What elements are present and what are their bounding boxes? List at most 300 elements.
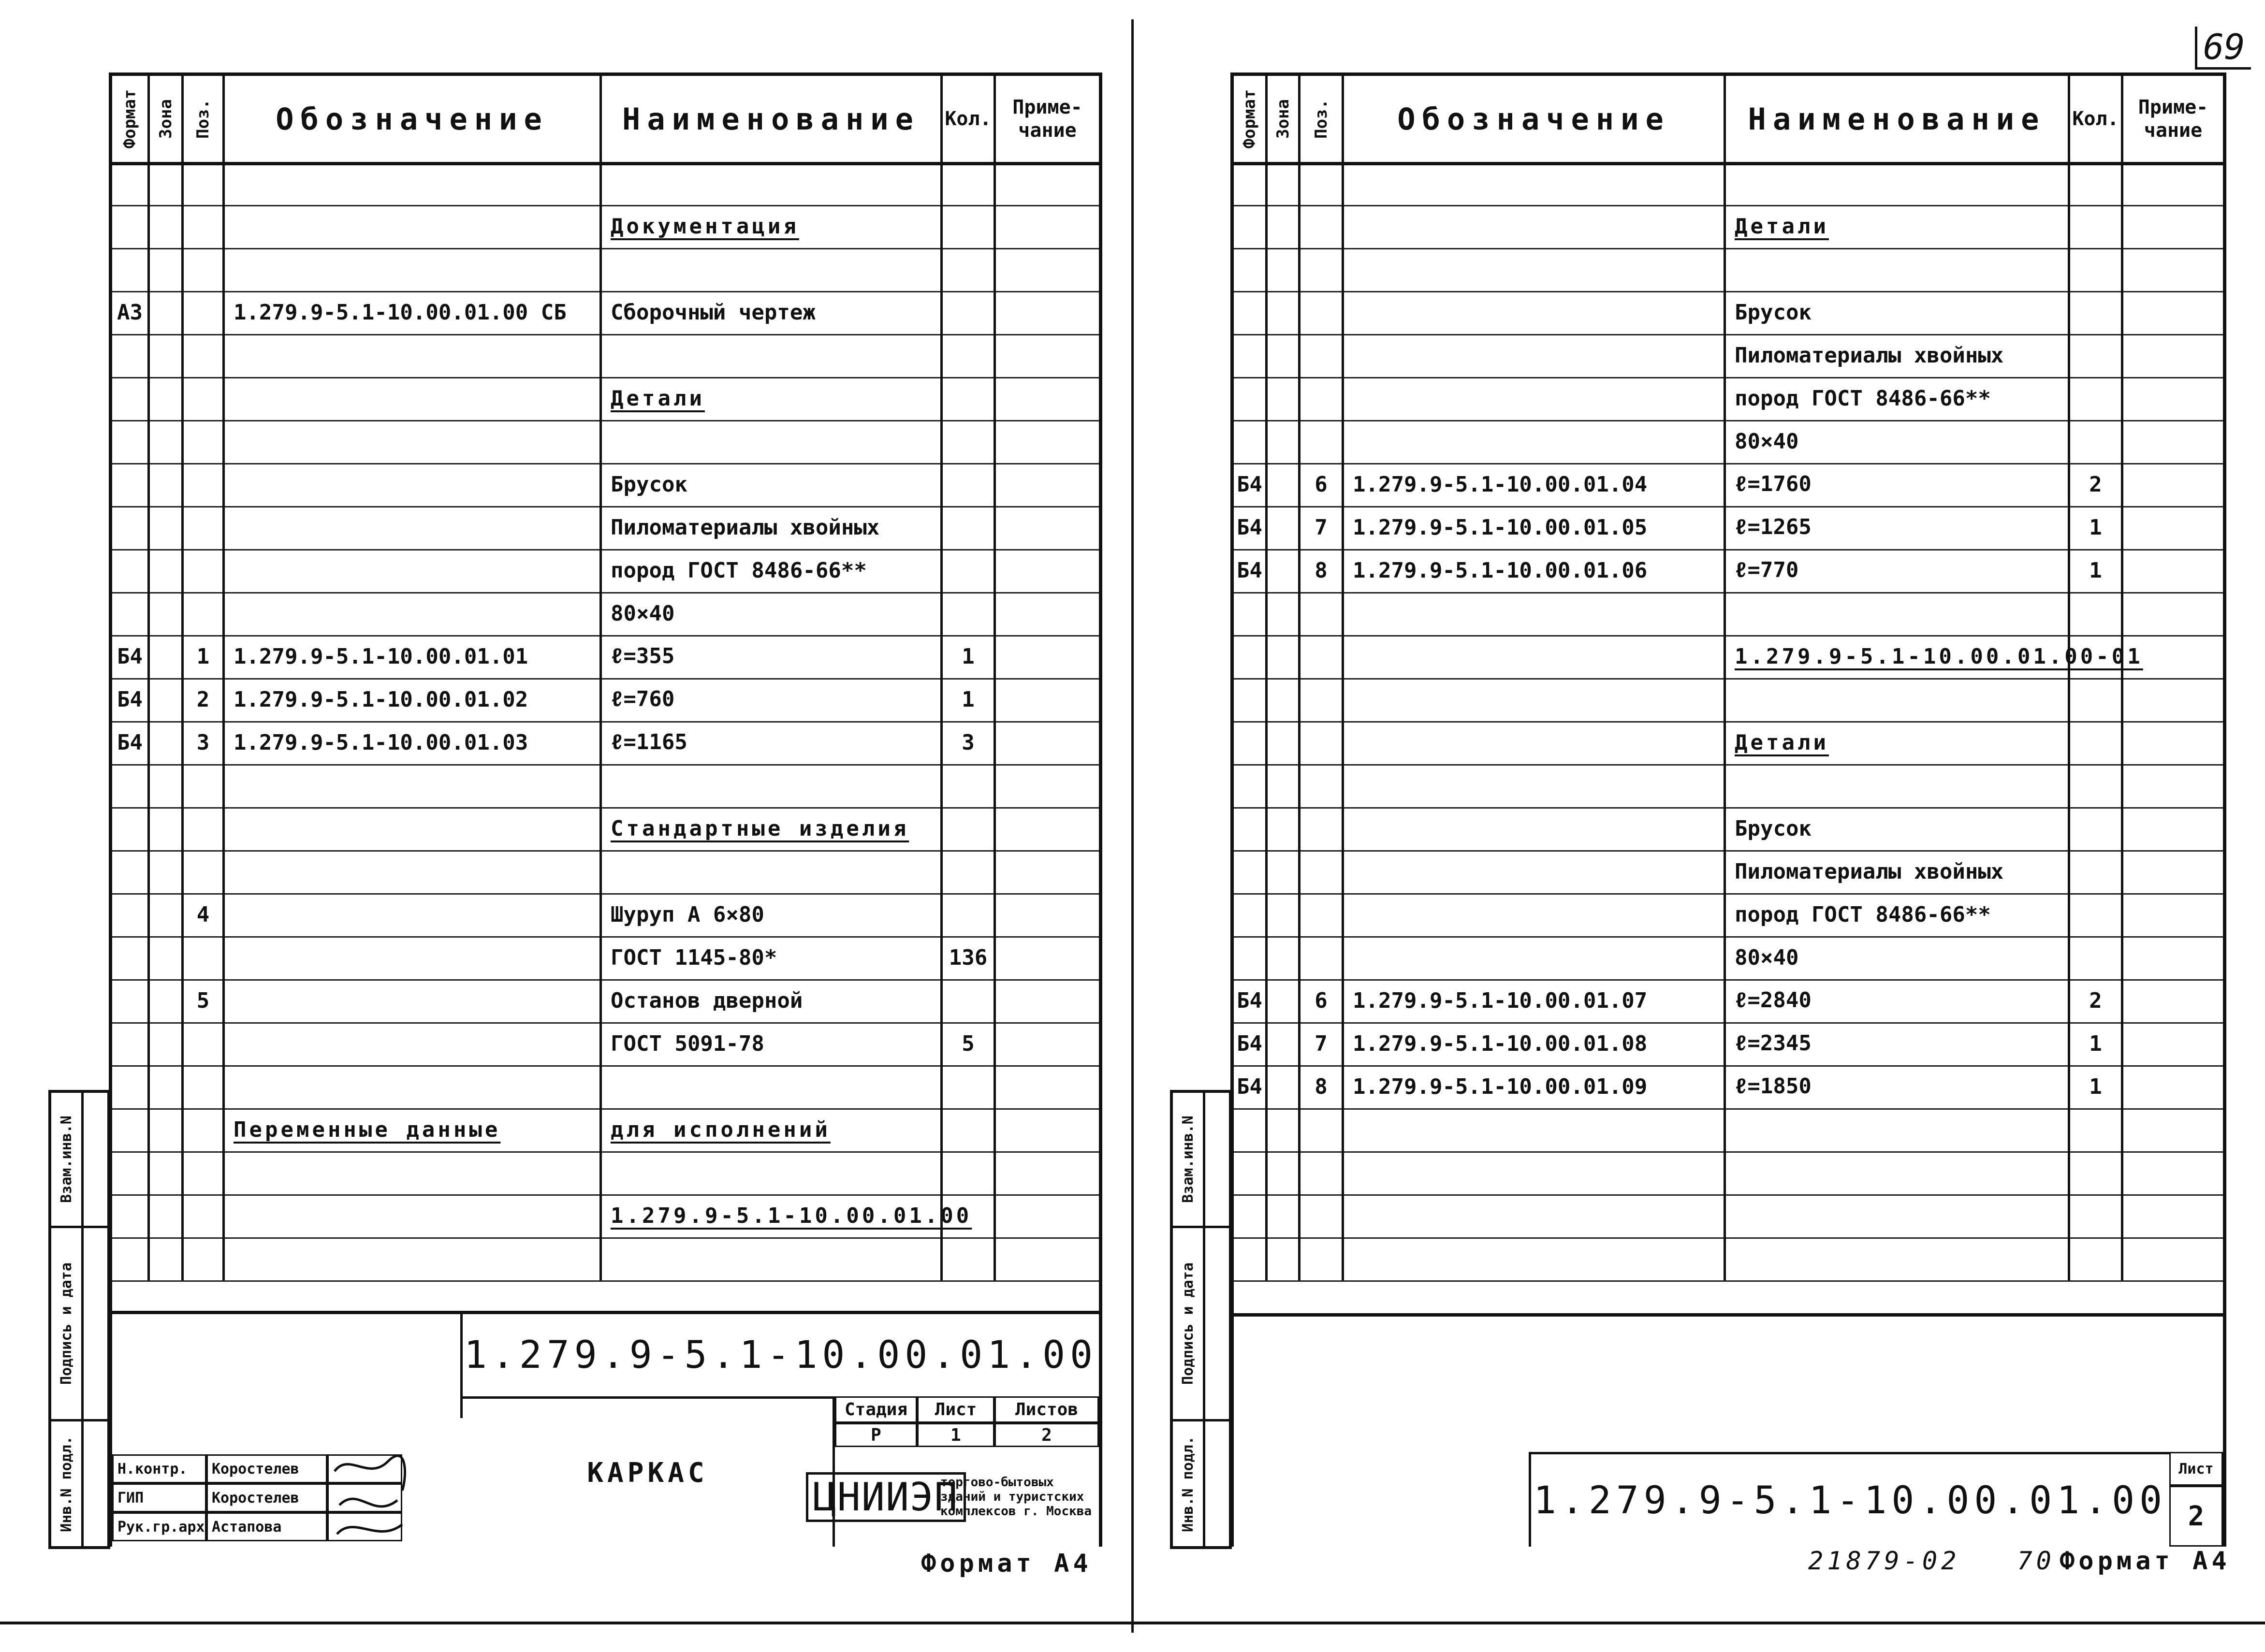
tb-doc-number: 1.279.9-5.1-10.00.01.00 <box>1529 1452 2169 1547</box>
cell-zone <box>150 893 184 936</box>
cell-zone <box>1268 592 1301 635</box>
cell-qty <box>943 979 996 1022</box>
cell-designation <box>225 549 602 592</box>
cell-note <box>996 506 1099 549</box>
cell-note <box>996 850 1099 893</box>
tb-signer-name: Коростелев <box>206 1483 327 1512</box>
table-row <box>112 1108 1099 1153</box>
cell-zone <box>150 1065 184 1108</box>
cell-pos: 5 <box>184 979 225 1022</box>
table-row <box>112 162 1099 206</box>
cell-designation: 1.279.9-5.1-10.00.01.00 СБ <box>225 291 602 334</box>
tb-signer-role: Рук.гр.арх <box>112 1512 206 1541</box>
cell-pos <box>184 506 225 549</box>
cell-qty: 136 <box>943 936 996 979</box>
cell-zone <box>150 764 184 807</box>
cell-qty <box>2070 420 2123 463</box>
cell-designation: 1.279.9-5.1-10.00.01.02 <box>225 678 602 721</box>
cell-zone <box>150 1237 184 1280</box>
cell-designation <box>225 764 602 807</box>
cell-note <box>996 592 1099 635</box>
cell-format: Б4 <box>1234 979 1268 1022</box>
cell-zone <box>150 162 184 205</box>
cell-pos <box>184 334 225 377</box>
cell-qty: 1 <box>943 635 996 678</box>
cell-name: пород ГОСТ 8486-66** <box>1726 377 2070 420</box>
cell-name: ℓ=1850 <box>1726 1065 2070 1108</box>
cell-zone <box>150 1151 184 1194</box>
cell-name: Пиломатериалы хвойных <box>602 506 943 549</box>
table-row <box>112 506 1099 551</box>
cell-note <box>996 1194 1099 1237</box>
cell-qty <box>943 1151 996 1194</box>
cell-format <box>112 1065 150 1108</box>
cell-qty <box>2070 936 2123 979</box>
cell-designation <box>1344 721 1726 764</box>
cell-name: Шуруп А 6×80 <box>602 893 943 936</box>
cell-pos <box>184 420 225 463</box>
cell-format <box>112 1237 150 1280</box>
table-row <box>112 291 1099 335</box>
tb-title: КАРКАС <box>463 1396 835 1547</box>
cell-name <box>1726 162 2070 205</box>
cell-zone <box>1268 162 1301 205</box>
cell-zone <box>150 1194 184 1237</box>
cell-pos: 2 <box>184 678 225 721</box>
cell-designation: Переменные данные <box>225 1108 602 1151</box>
cell-qty <box>2070 1108 2123 1151</box>
cell-name: ℓ=760 <box>602 678 943 721</box>
cell-name <box>602 420 943 463</box>
cell-format <box>112 248 150 291</box>
side-strip-left <box>48 1090 110 1549</box>
cell-format <box>112 850 150 893</box>
cell-pos <box>1301 291 1344 334</box>
cell-pos <box>1301 420 1344 463</box>
cell-name: ℓ=355 <box>602 635 943 678</box>
col-qty-header: Кол. <box>943 76 996 162</box>
cell-designation <box>225 1065 602 1108</box>
cell-qty: 1 <box>2070 1065 2123 1108</box>
cell-qty <box>2070 1151 2123 1194</box>
cell-note <box>996 248 1099 291</box>
cell-name <box>1726 592 2070 635</box>
cell-name: Детали <box>602 377 943 420</box>
cell-format <box>112 506 150 549</box>
cell-name: ℓ=1760 <box>1726 463 2070 506</box>
format-label-right: Формат А4 <box>2060 1547 2231 1576</box>
cell-format <box>1234 205 1268 248</box>
cell-pos <box>184 291 225 334</box>
tb-sheets: 2 <box>994 1423 1099 1447</box>
cell-qty: 3 <box>943 721 996 764</box>
cell-designation <box>225 248 602 291</box>
cell-format <box>1234 807 1268 850</box>
cell-format <box>1234 162 1268 205</box>
cell-pos: 1 <box>184 635 225 678</box>
col-format-header: Формат <box>1234 76 1268 162</box>
cell-pos <box>184 1108 225 1151</box>
cell-qty <box>2070 1194 2123 1237</box>
cell-format <box>112 979 150 1022</box>
col-zone-header: Зона <box>150 76 184 162</box>
side-label: Подпись и дата <box>1179 1262 1197 1385</box>
cell-format <box>1234 291 1268 334</box>
cell-designation <box>1344 678 1726 721</box>
table-row <box>1234 334 2223 378</box>
cell-designation <box>225 334 602 377</box>
table-row <box>1234 1237 2223 1282</box>
cell-name: Пиломатериалы хвойных <box>1726 334 2070 377</box>
cell-zone <box>150 205 184 248</box>
col-qty-header: Кол. <box>2070 76 2123 162</box>
cell-qty: 1 <box>2070 1022 2123 1065</box>
cell-format <box>112 1108 150 1151</box>
cell-format: Б4 <box>1234 549 1268 592</box>
stamp: 21879-02 70 <box>1808 1547 2055 1576</box>
table-row <box>112 1065 1099 1110</box>
cell-designation: 1.279.9-5.1-10.00.01.04 <box>1344 463 1726 506</box>
cell-pos <box>1301 764 1344 807</box>
tb-sheet: 2 <box>2169 1486 2223 1547</box>
cell-pos <box>184 592 225 635</box>
table-row <box>112 936 1099 981</box>
table-row <box>112 1022 1099 1067</box>
cell-designation <box>1344 850 1726 893</box>
cell-name: 80×40 <box>1726 420 2070 463</box>
fold-line <box>1131 19 1134 1633</box>
cell-note <box>996 764 1099 807</box>
cell-name <box>1726 764 2070 807</box>
cell-zone <box>1268 291 1301 334</box>
cell-designation <box>1344 1194 1726 1237</box>
cell-qty <box>2070 893 2123 936</box>
cell-format: А3 <box>112 291 150 334</box>
cell-designation <box>225 1151 602 1194</box>
table-row <box>1234 549 2223 594</box>
cell-pos: 7 <box>1301 506 1344 549</box>
cell-zone <box>1268 205 1301 248</box>
tb-sheet-label: Лист <box>917 1396 994 1423</box>
cell-format <box>1234 1108 1268 1151</box>
cell-pos <box>184 463 225 506</box>
cell-name: 1.279.9-5.1-10.00.01.00-01 <box>1726 635 2070 678</box>
cell-format <box>112 463 150 506</box>
table-row <box>112 807 1099 852</box>
cell-pos <box>1301 678 1344 721</box>
cell-name: ℓ=1265 <box>1726 506 2070 549</box>
cell-note <box>996 1151 1099 1194</box>
side-label: Взам.инв.N <box>58 1116 75 1203</box>
cell-format <box>1234 377 1268 420</box>
cell-name: Брусок <box>602 463 943 506</box>
cell-pos: 8 <box>1301 1065 1344 1108</box>
cell-qty <box>2070 807 2123 850</box>
cell-pos <box>1301 1237 1344 1280</box>
table-row <box>1234 1151 2223 1196</box>
cell-designation <box>1344 1108 1726 1151</box>
cell-note <box>996 635 1099 678</box>
tb-signer-role: ГИП <box>112 1483 206 1512</box>
table-row <box>112 764 1099 809</box>
cell-designation <box>225 463 602 506</box>
cell-qty <box>943 334 996 377</box>
cell-qty <box>943 807 996 850</box>
table-row <box>1234 592 2223 637</box>
cell-qty <box>943 1237 996 1280</box>
table-row <box>1234 1108 2223 1153</box>
cell-qty <box>943 893 996 936</box>
tb-org-logo <box>813 1447 959 1547</box>
cell-format: Б4 <box>1234 1065 1268 1108</box>
cell-note <box>996 979 1099 1022</box>
cell-name: ℓ=1165 <box>602 721 943 764</box>
cell-designation: 1.279.9-5.1-10.00.01.05 <box>1344 506 1726 549</box>
cell-zone <box>1268 420 1301 463</box>
cell-format: Б4 <box>112 635 150 678</box>
table-row <box>1234 291 2223 335</box>
cell-zone <box>150 979 184 1022</box>
cell-format: Б4 <box>1234 463 1268 506</box>
table-row <box>1234 979 2223 1024</box>
cell-zone <box>150 635 184 678</box>
spec-sheet-right <box>1230 72 2226 1547</box>
cell-name <box>602 1237 943 1280</box>
cell-zone <box>150 377 184 420</box>
cell-format <box>1234 248 1268 291</box>
cell-qty: 1 <box>943 678 996 721</box>
cell-designation <box>225 592 602 635</box>
cell-zone <box>150 936 184 979</box>
cell-name: Сборочный чертеж <box>602 291 943 334</box>
table-row <box>1234 205 2223 249</box>
cell-zone <box>1268 893 1301 936</box>
table-row <box>1234 936 2223 981</box>
cell-note <box>2123 334 2223 377</box>
cell-designation <box>225 205 602 248</box>
cell-format <box>112 1151 150 1194</box>
cell-pos <box>1301 377 1344 420</box>
tb-doc-number: 1.279.9-5.1-10.00.01.00 <box>464 1333 1098 1377</box>
cell-qty <box>2070 334 2123 377</box>
cell-designation <box>1344 377 1726 420</box>
cell-format <box>112 893 150 936</box>
table-row <box>112 205 1099 249</box>
table-row <box>112 420 1099 464</box>
cell-format: Б4 <box>1234 1022 1268 1065</box>
cell-note <box>2123 893 2223 936</box>
cell-zone <box>1268 1022 1301 1065</box>
cell-name: 80×40 <box>1726 936 2070 979</box>
cell-pos <box>1301 1151 1344 1194</box>
col-pos-header: Поз. <box>184 76 225 162</box>
page-number: 69 <box>2195 27 2251 70</box>
cell-qty <box>2070 377 2123 420</box>
cell-note <box>996 549 1099 592</box>
cell-pos <box>184 162 225 205</box>
cell-note <box>2123 463 2223 506</box>
cell-format <box>1234 936 1268 979</box>
cell-format <box>1234 1194 1268 1237</box>
cell-format: Б4 <box>112 721 150 764</box>
cell-designation <box>225 420 602 463</box>
cell-zone <box>1268 334 1301 377</box>
cell-note <box>2123 721 2223 764</box>
cell-name: ℓ=770 <box>1726 549 2070 592</box>
cell-designation <box>225 1194 602 1237</box>
cell-pos <box>1301 592 1344 635</box>
cell-note <box>2123 1237 2223 1280</box>
cell-name: Останов дверной <box>602 979 943 1022</box>
cell-designation: 1.279.9-5.1-10.00.01.01 <box>225 635 602 678</box>
cell-zone <box>150 1108 184 1151</box>
cell-designation: 1.279.9-5.1-10.00.01.06 <box>1344 549 1726 592</box>
cell-format <box>1234 721 1268 764</box>
cell-name: Документация <box>602 205 943 248</box>
cell-format <box>1234 1237 1268 1280</box>
tb-grid-left-upper <box>112 1314 463 1418</box>
cell-zone <box>1268 850 1301 893</box>
tb-signer-name: Астапова <box>206 1512 327 1541</box>
cell-format <box>1234 592 1268 635</box>
cell-pos <box>1301 162 1344 205</box>
cell-zone <box>1268 506 1301 549</box>
cell-qty <box>943 205 996 248</box>
cell-designation <box>1344 807 1726 850</box>
cell-note <box>2123 205 2223 248</box>
cell-designation: 1.279.9-5.1-10.00.01.09 <box>1344 1065 1726 1108</box>
cell-note <box>2123 1194 2223 1237</box>
cell-zone <box>1268 248 1301 291</box>
table-row <box>1234 721 2223 766</box>
cell-zone <box>150 506 184 549</box>
tb-org-name: торгово-бытовых зданий и туристских комплексов г. Москва <box>940 1475 1092 1519</box>
cell-zone <box>150 850 184 893</box>
table-row <box>1234 463 2223 507</box>
cell-qty <box>943 506 996 549</box>
cell-zone <box>1268 764 1301 807</box>
cell-pos <box>184 1065 225 1108</box>
cell-designation: 1.279.9-5.1-10.00.01.03 <box>225 721 602 764</box>
cell-note <box>2123 291 2223 334</box>
cell-qty <box>2070 721 2123 764</box>
cell-note <box>2123 1151 2223 1194</box>
cell-note <box>2123 549 2223 592</box>
table-row <box>1234 893 2223 938</box>
side-label: Инв.N подл. <box>1179 1435 1197 1532</box>
cell-zone <box>150 463 184 506</box>
side-label: Подпись и дата <box>58 1262 75 1385</box>
cell-qty: 2 <box>2070 463 2123 506</box>
signature-scribble <box>330 1452 412 1549</box>
cell-designation <box>1344 936 1726 979</box>
cell-name <box>602 248 943 291</box>
cell-note <box>2123 850 2223 893</box>
cell-designation <box>1344 592 1726 635</box>
cell-designation <box>1344 205 1726 248</box>
cell-format <box>112 334 150 377</box>
cell-note <box>2123 936 2223 979</box>
cell-format <box>112 936 150 979</box>
cell-pos <box>184 248 225 291</box>
cell-name <box>602 1065 943 1108</box>
cell-format <box>1234 334 1268 377</box>
cell-format <box>112 1022 150 1065</box>
cell-note <box>996 205 1099 248</box>
cell-designation <box>225 936 602 979</box>
cell-pos: 6 <box>1301 979 1344 1022</box>
tb-stage-label: Стадия <box>835 1396 917 1423</box>
side-label: Взам.инв.N <box>1179 1116 1197 1203</box>
cell-note <box>2123 506 2223 549</box>
cell-qty <box>943 549 996 592</box>
cell-qty <box>943 592 996 635</box>
cell-designation <box>1344 1151 1726 1194</box>
cell-qty: 2 <box>2070 979 2123 1022</box>
cell-pos: 6 <box>1301 463 1344 506</box>
table-row <box>112 463 1099 507</box>
cell-note <box>2123 979 2223 1022</box>
table-row <box>1234 1065 2223 1110</box>
cell-name <box>1726 1194 2070 1237</box>
table-row <box>112 721 1099 766</box>
table-row <box>112 377 1099 421</box>
title-block-right <box>1234 1313 2223 1547</box>
cell-zone <box>150 721 184 764</box>
table-row <box>112 893 1099 938</box>
table-row <box>1234 678 2223 723</box>
cell-designation <box>225 807 602 850</box>
cell-format <box>112 549 150 592</box>
table-row <box>1234 420 2223 464</box>
cell-format <box>1234 635 1268 678</box>
cell-designation <box>1344 1237 1726 1280</box>
table-row <box>1234 162 2223 206</box>
cell-format <box>1234 678 1268 721</box>
table-row <box>112 549 1099 594</box>
cell-designation <box>1344 334 1726 377</box>
cell-note <box>2123 420 2223 463</box>
cell-note <box>2123 807 2223 850</box>
spec-sheet-left <box>109 72 1102 1547</box>
cell-qty <box>2070 764 2123 807</box>
cell-zone <box>1268 377 1301 420</box>
cell-name: Брусок <box>1726 807 2070 850</box>
cell-designation <box>225 1022 602 1065</box>
cell-zone <box>1268 1065 1301 1108</box>
cell-qty <box>943 420 996 463</box>
col-zone-header: Зона <box>1268 76 1301 162</box>
table-row <box>112 635 1099 680</box>
cell-designation <box>1344 893 1726 936</box>
cell-format <box>112 162 150 205</box>
cell-zone <box>1268 1108 1301 1151</box>
cell-pos <box>184 1194 225 1237</box>
cell-name <box>1726 1151 2070 1194</box>
cell-pos: 7 <box>1301 1022 1344 1065</box>
cell-qty <box>2070 635 2123 678</box>
cell-pos: 3 <box>184 721 225 764</box>
table-row <box>1234 248 2223 292</box>
table-row <box>1234 1194 2223 1239</box>
org-logo: ЦНИИЭП <box>806 1472 966 1522</box>
cell-qty: 1 <box>2070 506 2123 549</box>
cell-note <box>996 1108 1099 1151</box>
col-pos-header: Поз. <box>1301 76 1344 162</box>
cell-pos <box>184 377 225 420</box>
cell-zone <box>150 420 184 463</box>
cell-qty: 1 <box>2070 549 2123 592</box>
